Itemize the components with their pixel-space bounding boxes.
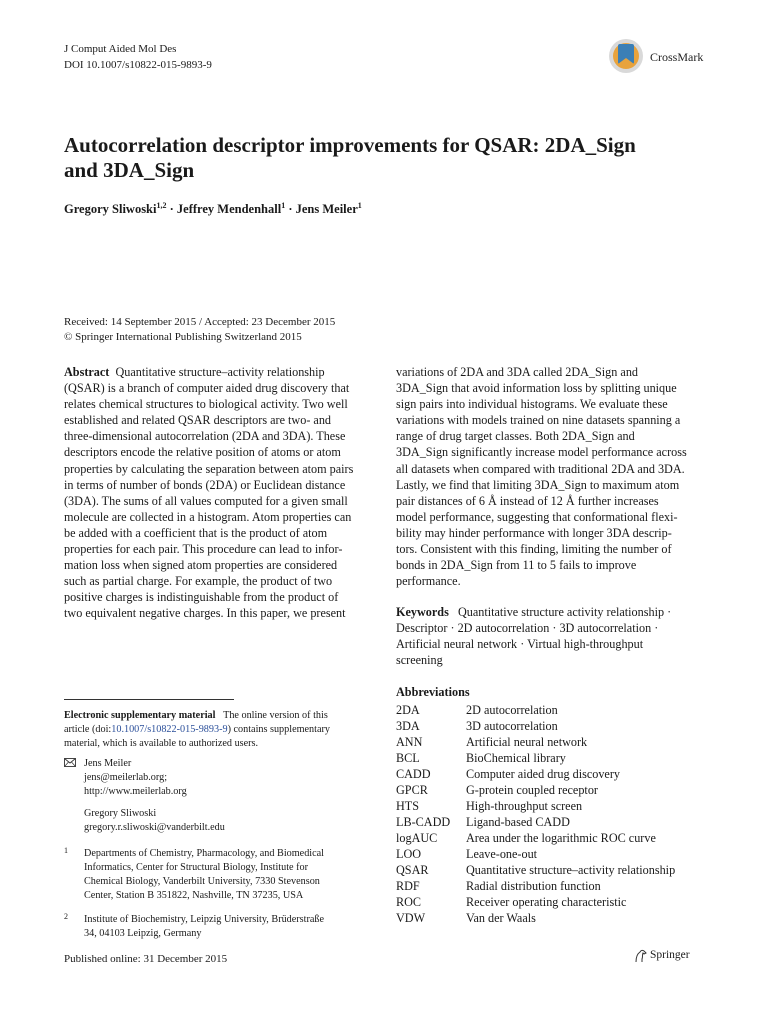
abbreviation-row: VDW Van der Waals — [396, 911, 536, 925]
crossmark-icon — [608, 38, 644, 74]
keywords-line: Keywords Quantitative structure activity relationship · — [396, 605, 672, 619]
author-affil: 1 — [357, 201, 362, 210]
keywords-line: screening — [396, 653, 443, 668]
abbreviation-row: ANN Artificial neural network — [396, 735, 588, 749]
published-date: Published online: 31 December 2015 — [64, 953, 228, 965]
envelope-icon — [64, 758, 76, 767]
abstract-line: variations of 2DA and 3DA called 2DA_Sign and — [396, 365, 639, 379]
author-list — [64, 201, 362, 217]
author-separator: · — [166, 202, 177, 217]
abbreviation-row: ROC Receiver operating characteristic — [396, 895, 627, 909]
contact-url[interactable]: http://www.meilerlab.org — [84, 786, 187, 797]
author-name: Jens Meiler — [295, 202, 358, 217]
abbreviation-row: logAUC Area under the logarithmic ROC curve — [396, 831, 656, 845]
keywords-line: Descriptor · 2D autocorrelation · 3D autocorrelation · — [396, 621, 659, 636]
title-line-1: Autocorrelation descriptor improvements for QSAR: 2DA_Sign — [64, 133, 636, 157]
journal-name: J Comput Aided Mol Des — [64, 43, 177, 55]
abstract-line: mation loss when signed atom properties are considered — [64, 558, 338, 573]
author-separator: · — [285, 202, 296, 217]
abstract-line: 3DA_Sign that avoid information loss by splitting unique — [396, 381, 677, 396]
contact-name: Gregory Sliwoski — [84, 808, 157, 819]
abbreviation-row: GPCR G-protein coupled receptor — [396, 783, 598, 797]
contact-email[interactable]: gregory.r.sliwoski@vanderbilt.edu — [84, 822, 225, 833]
esm-label: Electronic supplementary material — [64, 710, 216, 721]
doi: DOI 10.1007/s10822-015-9893-9 — [64, 59, 212, 71]
abstract-line: relates chemical structures to biological activity. Two well — [64, 397, 348, 412]
abstract-line: range of drug target classes. Both 2DA_Sign and — [396, 429, 635, 444]
abstract-line: three-dimensional autocorrelation (2DA and 3DA). These — [64, 429, 346, 444]
footnote-divider — [64, 699, 234, 700]
abstract-line: established and related QSAR descriptors are two- and — [64, 413, 332, 428]
abbreviation-row: QSAR Quantitative structure–activity relationship — [396, 863, 676, 877]
abbreviation-row: 2DA 2D autocorrelation — [396, 703, 558, 717]
keywords-line: Artificial neural network · Virtual high-throughput — [396, 637, 644, 652]
abbreviation-row: BCL BioChemical library — [396, 751, 566, 765]
springer-horse-icon — [634, 949, 647, 963]
abstract-right-column — [396, 364, 704, 589]
abbreviations-title: Abbreviations — [396, 685, 470, 699]
abstract-line: positive charges is indistinguishable from the product of — [64, 590, 339, 605]
crossmark-badge[interactable] — [608, 38, 708, 78]
abstract-line: be added with a coefficient that is the product of atom — [64, 525, 328, 540]
title-line-2: and 3DA_Sign — [64, 158, 195, 182]
author-name: Gregory Sliwoski — [64, 202, 157, 217]
abstract-line: Lastly, we find that limiting 3DA_Sign to maximum atom — [396, 477, 680, 492]
abbreviations-list — [396, 702, 675, 926]
journal-header — [64, 41, 212, 73]
abstract-left-column — [64, 364, 374, 622]
abstract-line: (3DA). The sums of all values computed for a given small — [64, 493, 348, 508]
copyright: © Springer International Publishing Switzerland 2015 — [64, 331, 302, 343]
springer-logo — [650, 949, 690, 961]
contact-name: Jens Meiler — [84, 758, 132, 769]
esm-doi-link[interactable]: 10.1007/s10822-015-9893-9 — [111, 724, 228, 735]
contact-email[interactable]: jens@meilerlab.org; — [84, 772, 168, 783]
abstract-line: performance. — [396, 574, 461, 589]
author-affil: 1 — [281, 201, 286, 210]
abstract-label: Abstract — [64, 365, 110, 379]
publisher-name: Springer — [650, 949, 690, 961]
abstract-line: model performance, suggesting that conformational flexi- — [396, 509, 678, 524]
affiliation-number: 2 — [64, 912, 68, 921]
abstract-line: properties for each pair. This procedure can lead to infor- — [64, 542, 343, 557]
abbreviation-row: HTS High-throughput screen — [396, 799, 583, 813]
abstract-line: properties by calculating the separation between atom pairs — [64, 461, 354, 476]
received-date: Received: 14 September 2015 / Accepted: 23 December 2015 — [64, 316, 336, 328]
esm-note: Electronic supplementary material The online version of this article (doi:10.1007/s10822-015-9893-9) contains supplementary material, which is available to authorized users. — [64, 710, 330, 749]
affiliation-number: 1 — [64, 846, 68, 855]
abstract-line: variations with models trained on nine datasets spanning a — [396, 413, 681, 428]
keywords-block — [396, 604, 704, 668]
abbreviation-row: CADD Computer aided drug discovery — [396, 767, 620, 781]
affiliation-1: 1 Departments of Chemistry, Pharmacology, and Biomedical Informatics, Center for Structural Biology, Institute for Chemical Biology, Vanderbilt University, 7330 Stevenson Center, Station B 351822, Nashville, TN 37235, USA — [64, 846, 325, 901]
abstract-line: molecule are collected in a histogram. Atom properties can — [64, 509, 352, 524]
author-name: Jeffrey Mendenhall — [176, 202, 282, 217]
keywords-label: Keywords — [396, 605, 449, 619]
paper-title — [64, 133, 704, 183]
affiliation-2: 2 Institute of Biochemistry, Leipzig University, Brüderstraße 34, 04103 Leipzig, Germany — [64, 912, 325, 939]
second-author-contact — [64, 807, 374, 835]
corresponding-author — [64, 757, 374, 799]
dates-block — [64, 315, 335, 345]
abstract-line: descriptors encode the relative position of atoms or atom — [64, 445, 341, 460]
abbreviation-row: LB-CADD Ligand-based CADD — [396, 815, 570, 829]
abbreviation-row: 3DA 3D autocorrelation — [396, 719, 558, 733]
abbreviation-row: LOO Leave-one-out — [396, 847, 538, 861]
abstract-line: all datasets when compared with traditional 2DA and 3DA. — [396, 461, 685, 476]
abstract-line: two equivalent negative charges. In this paper, we present — [64, 606, 346, 621]
abstract-line: bonds in 2DA_Sign from 11 to 5 fails to improve — [396, 558, 637, 573]
abstract-line: 3DA_Sign significantly increase model performance across — [396, 445, 687, 460]
crossmark-label: CrossMark — [650, 50, 704, 64]
author-affil: 1,2 — [156, 201, 167, 210]
abstract-line: Abstract Quantitative structure–activity relationship — [64, 365, 325, 379]
abbreviation-row: RDF Radial distribution function — [396, 879, 601, 893]
abstract-line: pair distances of 6 Å instead of 12 Å further increases — [396, 493, 659, 508]
contact-block — [64, 757, 374, 941]
abstract-line: in terms of number of bonds (2DA) or Euclidean distance — [64, 477, 346, 492]
abstract-line: bility may hinder performance with longer 3DA descrip- — [396, 525, 672, 540]
abstract-line: such as partial charge. For example, the product of two — [64, 574, 333, 589]
abstract-line: tors. Consistent with this finding, limiting the number of — [396, 542, 672, 557]
abstract-line: (QSAR) is a branch of computer aided drug discovery that — [64, 381, 350, 396]
abstract-line: sign pairs into individual histograms. We evaluate these — [396, 397, 668, 412]
